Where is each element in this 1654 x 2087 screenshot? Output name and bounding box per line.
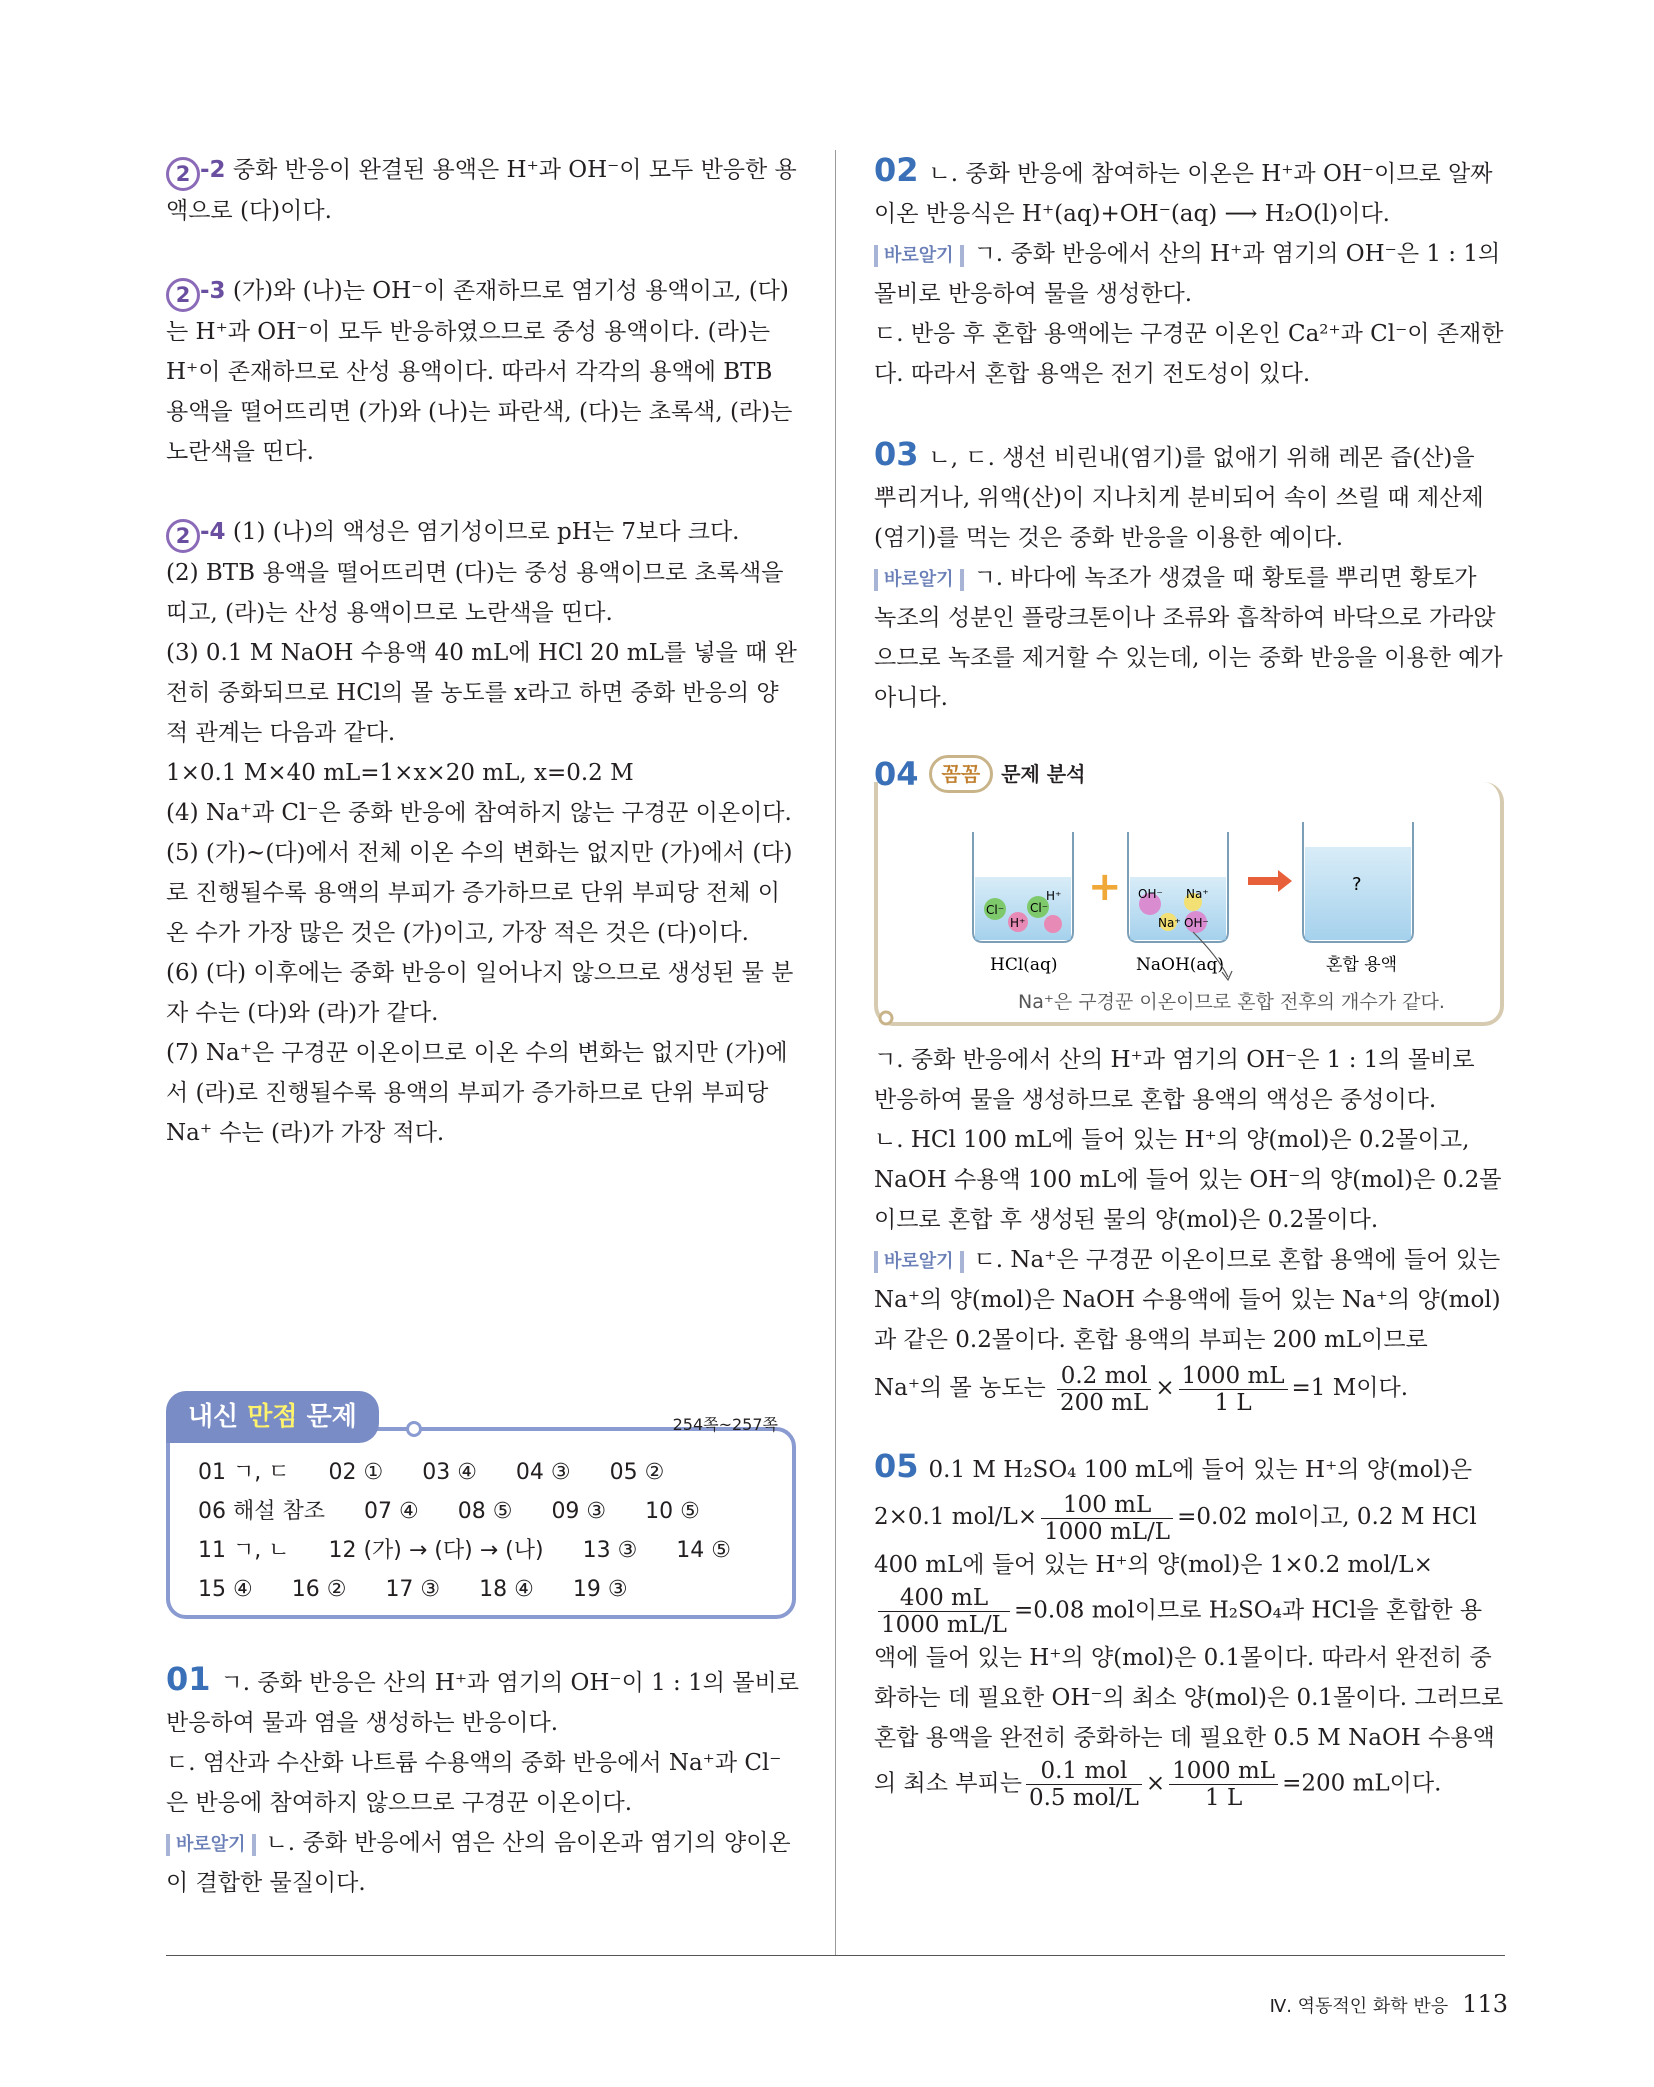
fraction-denominator: 1000 mL/L — [881, 1611, 1007, 1638]
answer-text: ㄴ. 중화 반응에 참여하는 이온은 H⁺과 OH⁻이므로 알짜 이온 반응식은 H⁺(aq)+OH⁻(aq) ⟶ H₂O(l)이다. — [874, 161, 1493, 227]
answer-line-1: (1) (나)의 액성은 염기성이므로 pH는 7보다 크다. — [232, 519, 740, 545]
baro-text: ㄱ. 바다에 녹조가 생겼을 때 황토를 뿌리면 황토가 녹조의 성분인 플랑크톤이나 조류와 흡착하여 바닥으로 가라앉으므로 녹조를 제거할 수 있는데, 이는 중화 반응을 이용한 예가 아니다. — [874, 565, 1503, 711]
exam-answer: 07 ④ — [364, 1499, 419, 1524]
answer-2-4 — [166, 512, 800, 1153]
exam-answer: 18 ④ — [479, 1577, 534, 1602]
answer-02 — [874, 150, 1504, 394]
sub-number-suffix: -4 — [200, 519, 226, 545]
answer-text: 중화 반응이 완결된 용액은 H⁺과 OH⁻이 모두 반응한 용액으로 (다)이다. — [166, 157, 797, 224]
answer-line-2: (2) BTB 용액을 떨어뜨리면 (다)는 중성 용액이므로 초록색을 띠고, (라)는 산성 용액이므로 노란색을 띤다. — [166, 560, 784, 626]
exam-title-pre: 내신 — [188, 1402, 248, 1432]
beaker-label: NaOH(aq) — [1136, 955, 1225, 975]
exam-answer: 09 ③ — [551, 1499, 607, 1524]
baro-text: ㄱ. 중화 반응에서 산의 H⁺과 염기의 OH⁻은 1 : 1의 몰비로 반응하여 물을 생성한다. — [874, 241, 1501, 307]
exam-title-tab — [166, 1391, 379, 1443]
exam-answer: 10 ⑤ — [645, 1499, 700, 1524]
chapter-title: Ⅳ. 역동적인 화학 반응 — [1269, 1996, 1449, 2017]
exam-answer: 14 ⑤ — [676, 1538, 732, 1563]
fraction — [1169, 1758, 1278, 1811]
fraction — [1179, 1363, 1288, 1416]
exam-answer: 06 해설 참조 — [198, 1499, 325, 1524]
exam-answer: 12 (가) → (다) → (나) — [328, 1538, 544, 1563]
exam-tab-dot — [406, 1421, 422, 1437]
column-divider — [835, 150, 836, 1955]
answer-04 — [874, 754, 1504, 1416]
answer-text: 2×0.1 mol/L× — [874, 1504, 1038, 1530]
exam-answer: 02 ① — [328, 1460, 384, 1485]
ion-label: Cl⁻ — [986, 903, 1005, 917]
sub-number-suffix: -3 — [200, 278, 226, 304]
ion-label: Cl⁻ — [1030, 901, 1049, 915]
baro-tag: 바로알기 — [166, 1834, 256, 1856]
equation-suffix: =1 M이다. — [1291, 1375, 1409, 1401]
answer-line-3: (3) 0.1 M NaOH 수용액 40 mL에 HCl 20 mL를 넣을 때 완전히 중화되므로 HCl의 몰 농도를 x라고 하면 중화 반응의 양적 관계는 다음과 같다. — [166, 640, 797, 746]
kkom-badge: 꼼꼼 — [929, 755, 994, 793]
page-number: 113 — [1462, 1990, 1508, 2018]
answer-text: ㄱ. 중화 반응은 산의 H⁺과 염기의 OH⁻이 1 : 1의 몰비로 반응하여 물과 염을 생성하는 반응이다. — [166, 1670, 799, 1736]
question-number: 05 — [874, 1447, 919, 1485]
answer-text: 400 mL에 들어 있는 H⁺의 양(mol)은 1×0.2 mol/L× — [874, 1551, 1433, 1578]
box-dot — [880, 1012, 892, 1024]
baro-tag: 바로알기 — [874, 1251, 964, 1273]
fraction — [1041, 1492, 1173, 1545]
question-number: 04 — [874, 755, 919, 793]
beaker-hcl — [973, 832, 1073, 975]
exam-page-range: 254쪽~257쪽 — [672, 1415, 778, 1434]
answer-text: ㄷ. 반응 후 혼합 용액에는 구경꾼 이온인 Ca²⁺과 Cl⁻이 존재한다. 따라서 혼합 용액은 전기 전도성이 있다. — [874, 321, 1504, 387]
question-number: 01 — [166, 1660, 211, 1698]
fraction-numerator: 100 mL — [1041, 1492, 1173, 1519]
fraction-numerator: 1000 mL — [1179, 1363, 1288, 1390]
exam-answer: 15 ④ — [198, 1577, 253, 1602]
beaker-label: 혼합 용액 — [1326, 955, 1398, 975]
sub-number-badge: 2 — [166, 157, 200, 191]
beaker-naoh — [1128, 832, 1232, 980]
times-sign: × — [1145, 1770, 1166, 1796]
answer-2-2 — [166, 150, 800, 231]
exam-title-post: 문제 — [297, 1402, 357, 1432]
answer-line-5: (5) (가)~(다)에서 전체 이온 수의 변화는 없지만 (가)에서 (다)로 진행될수록 용액의 부피가 증가하므로 단위 부피당 전체 이온 수가 가장 많은 것은 (가)이고, 가장 적은 것은 (다)이다. — [166, 840, 793, 946]
fraction-denominator: 0.5 mol/L — [1028, 1784, 1139, 1811]
exam-answer: 11 ㄱ, ㄴ — [198, 1538, 290, 1563]
baro-text: ㄴ. 중화 반응에서 염은 산의 음이온과 염기의 양이온이 결합한 물질이다. — [166, 1830, 791, 1896]
ion-label: OH⁻ — [1138, 887, 1163, 901]
fraction-denominator: 1 L — [1214, 1389, 1252, 1416]
fraction — [1057, 1363, 1151, 1416]
answer-line-6: (6) (다) 이후에는 중화 반응이 일어나지 않으므로 생성된 물 분자 수는 (다)와 (라)가 같다. — [166, 960, 794, 1026]
left-column — [166, 150, 800, 1903]
exam-title-highlight: 만점 — [247, 1402, 298, 1432]
answer-text: ㄴ, ㄷ. 생선 비린내(염기)를 없애기 위해 레몬 즙(산)을 뿌리거나, 위액(산)이 지나치게 분비되어 속이 쓰릴 때 제산제(염기)를 먹는 것은 중화 반응을 이용한 예이다. — [874, 445, 1484, 551]
answer-equation: 1×0.1 M×40 mL=1×x×20 mL, x=0.2 M — [166, 760, 634, 786]
exam-answer: 04 ③ — [515, 1460, 571, 1485]
times-sign: × — [1155, 1375, 1175, 1401]
exam-answer: 13 ③ — [582, 1538, 638, 1563]
ion-label: H⁺ — [1046, 889, 1062, 903]
ion-particle — [1044, 915, 1062, 933]
right-column — [874, 150, 1504, 1811]
answer-line-4: (4) Na⁺과 Cl⁻은 중화 반응에 참여하지 않는 구경꾼 이온이다. — [166, 800, 792, 826]
fraction-numerator: 0.2 mol — [1057, 1363, 1151, 1390]
baro-tag: 바로알기 — [874, 569, 964, 591]
exam-answer: 05 ② — [609, 1460, 665, 1485]
exam-answer: 19 ③ — [572, 1577, 628, 1602]
answer-text: ㄱ. 중화 반응에서 산의 H⁺과 염기의 OH⁻은 1 : 1의 몰비로 반응하여 물을 생성하므로 혼합 용액의 액성은 중성이다. — [874, 1047, 1475, 1113]
equation-prefix: Na⁺의 몰 농도는 — [874, 1375, 1046, 1401]
answer-text: =0.08 mol이므로 H₂SO₄과 HCl을 혼합한 용액에 들어 있는 H⁺의 양(mol)은 0.1몰이다. 따라서 완전히 중화하는 데 필요한 OH⁻의 최소 양(mol)은 0.1몰이다. 그러므로 혼합 용액을 완전히 중화하는 데 필요한 0.5 M NaOH 수용액의 최소 부피는 — [874, 1597, 1504, 1796]
sub-number-badge: 2 — [166, 278, 200, 312]
beaker-label: HCl(aq) — [990, 955, 1058, 975]
answer-text: ㄷ. 염산과 수산화 나트륨 수용액의 중화 반응에서 Na⁺과 Cl⁻은 반응에 참여하지 않으므로 구경꾼 이온이다. — [166, 1750, 782, 1816]
footer-rule — [166, 1955, 1505, 1956]
fraction-numerator: 0.1 mol — [1026, 1758, 1142, 1785]
answer-line-7: (7) Na⁺은 구경꾼 이온이므로 이온 수의 변화는 없지만 (가)에서 (라)로 진행될수록 용액의 부피가 증가하므로 단위 부피당 Na⁺ 수는 (라)가 가장 적다. — [166, 1040, 788, 1146]
exam-answer: 03 ④ — [422, 1460, 477, 1485]
ion-label: OH⁻ — [1184, 916, 1209, 930]
exam-answer-box — [166, 1427, 796, 1619]
baro-tag: 바로알기 — [874, 245, 964, 267]
answer-05 — [874, 1446, 1504, 1811]
exam-answer: 17 ③ — [385, 1577, 441, 1602]
sub-number-suffix: -2 — [200, 157, 226, 183]
analysis-note: Na⁺은 구경꾼 이온이므로 혼합 전후의 개수가 같다. — [1018, 991, 1445, 1013]
answer-text: 0.1 M H₂SO₄ 100 mL에 들어 있는 H⁺의 양(mol)은 — [928, 1457, 1473, 1483]
answer-text: =200 mL이다. — [1282, 1770, 1442, 1796]
ion-label: Na⁺ — [1186, 887, 1209, 901]
exam-answer-panel — [166, 1391, 800, 1631]
answer-text: =0.02 mol이고, 0.2 M HCl — [1177, 1504, 1477, 1530]
concentration-equation — [874, 1360, 1504, 1416]
answer-03 — [874, 434, 1504, 718]
question-number: 02 — [874, 151, 919, 189]
analysis-box — [874, 782, 1504, 1026]
answer-2-3 — [166, 271, 800, 472]
plus-icon: + — [1088, 864, 1122, 910]
beaker-mixed — [1303, 822, 1413, 975]
exam-answer: 16 ② — [291, 1577, 347, 1602]
right-arrow-icon — [1248, 870, 1292, 892]
ion-label: Na⁺ — [1158, 916, 1181, 930]
fraction-denominator: 1000 mL/L — [1044, 1518, 1171, 1545]
answer-text: ㄴ. HCl 100 mL에 들어 있는 H⁺의 양(mol)은 0.2몰이고, NaOH 수용액 100 mL에 들어 있는 OH⁻의 양(mol)은 0.2몰이므로 혼합 후 생성된 물의 양(mol)은 0.2몰이다. — [874, 1127, 1502, 1233]
analysis-title: 문제 분석 — [1001, 762, 1086, 786]
exam-answer: 08 ⑤ — [457, 1499, 513, 1524]
fraction-denominator: 200 mL — [1060, 1389, 1149, 1416]
ion-label: H⁺ — [1010, 916, 1026, 930]
answer-01 — [166, 1659, 800, 1903]
answer-text: (가)와 (나)는 OH⁻이 존재하므로 염기성 용액이고, (다)는 H⁺과 OH⁻이 모두 반응하였으므로 중성 용액이다. (라)는 H⁺이 존재하므로 산성 용액이다. 따라서 각각의 용액에 BTB 용액을 떨어뜨리면 (가)와 (나)는 파란색, (다)는 초록색, (라)는 노란색을 띤다. — [166, 278, 793, 465]
fraction — [878, 1585, 1010, 1638]
unknown-mark: ? — [1352, 874, 1362, 895]
question-number: 03 — [874, 435, 919, 473]
fraction-denominator: 1 L — [1205, 1784, 1243, 1811]
exam-answer: 01 ㄱ, ㄷ — [198, 1460, 290, 1485]
baro-text: ㄷ. Na⁺은 구경꾼 이온이므로 혼합 용액에 들어 있는 Na⁺의 양(mol)은 NaOH 수용액에 들어 있는 Na⁺의 양(mol)과 같은 0.2몰이다. 혼합 용액의 부피는 200 mL이므로 — [874, 1247, 1501, 1353]
fraction — [1026, 1758, 1142, 1811]
sub-number-badge: 2 — [166, 519, 200, 553]
fraction-numerator: 400 mL — [878, 1585, 1010, 1612]
fraction-numerator: 1000 mL — [1169, 1758, 1278, 1785]
page-footer — [1270, 1990, 1508, 2018]
